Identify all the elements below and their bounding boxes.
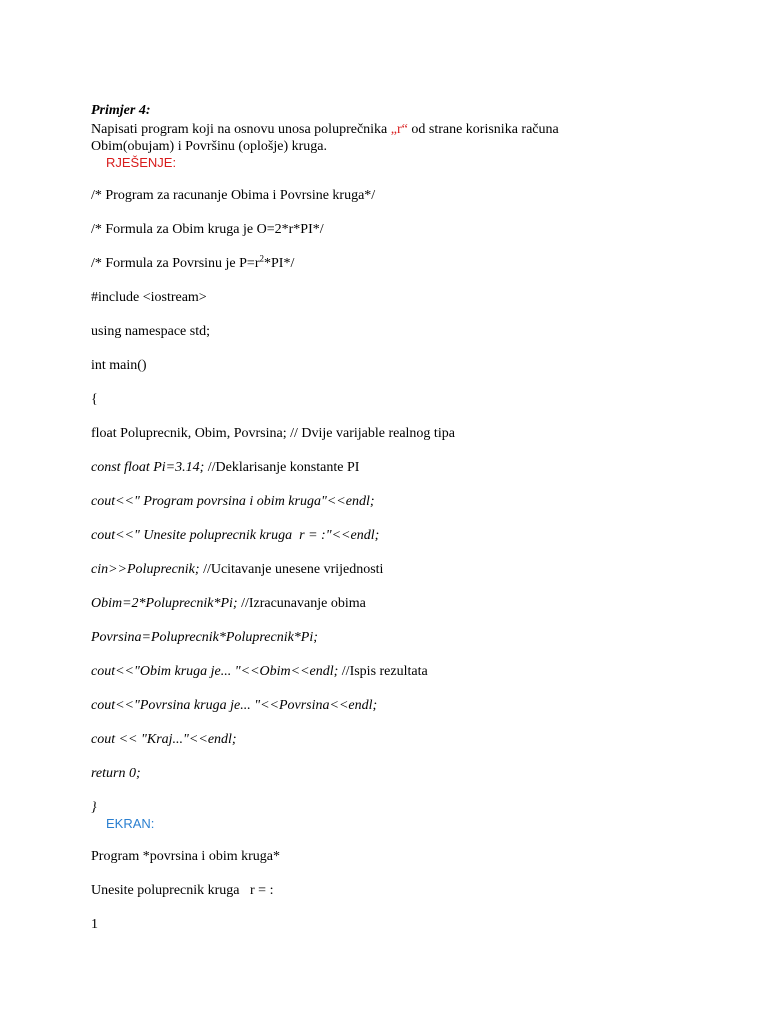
superscript-2: 2: [259, 253, 264, 264]
code-const: [91, 459, 359, 476]
screen-heading: EKRAN:: [106, 816, 155, 831]
task-text-b: od strane korisnika računa: [407, 122, 559, 137]
code-cout-povrsina: cout<<"Povrsina kruga je... "<<Povrsina<<endl;: [91, 698, 378, 713]
code-comment-3-end: *PI*/: [264, 256, 295, 271]
code-cout-obim-comment: //Ispis rezultata: [338, 664, 428, 679]
screen-output-line-1: Program *povrsina i obim kruga*: [91, 849, 280, 864]
task-line-2: Obim(obujam) i Površinu (oplošje) kruga.: [91, 139, 328, 154]
code-povrsina-calc: Povrsina=Poluprecnik*Poluprecnik*Pi;: [91, 630, 318, 645]
code-close-brace: }: [91, 800, 97, 815]
code-comment-2: /* Formula za Obim kruga je O=2*r*PI*/: [91, 222, 324, 237]
code-comment-3: [91, 255, 294, 272]
code-cin-comment: //Ucitavanje unesene vrijednosti: [199, 562, 384, 577]
code-include: #include <iostream>: [91, 290, 207, 305]
code-cin-text: cin>>Poluprecnik;: [91, 562, 200, 577]
code-comment-1: /* Program za racunanje Obima i Povrsine kruga*/: [91, 188, 376, 203]
screen-output-line-2: Unesite poluprecnik kruga r = :: [91, 883, 274, 898]
task-line-1: [91, 121, 559, 138]
example-title: Primjer 4:: [91, 103, 151, 118]
solution-heading: RJEŠENJE:: [106, 155, 177, 170]
code-comment-3-text: /* Formula za Povrsinu je P=r: [91, 256, 260, 271]
code-declaration-text: float Poluprecnik, Obim, Povrsina;: [91, 426, 291, 441]
code-cout-1: cout<<" Program povrsina i obim kruga"<<endl;: [91, 494, 375, 509]
code-cout-obim: [91, 663, 428, 680]
code-obim-text: Obim=2*Poluprecnik*Pi;: [91, 596, 238, 611]
code-using: using namespace std;: [91, 324, 210, 339]
code-open-brace: {: [91, 392, 98, 407]
code-cout-2: cout<<" Unesite poluprecnik kruga r = :"<<endl;: [91, 528, 380, 543]
code-cin: [91, 561, 383, 578]
code-declaration-comment: // Dvije varijable realnog tipa: [290, 426, 455, 441]
code-obim: [91, 595, 366, 612]
code-const-text: const float Pi=3.14;: [91, 460, 205, 475]
code-obim-comment: //Izracunavanje obima: [237, 596, 366, 611]
task-text-a: Napisati program koji na osnovu unosa poluprečnika: [91, 122, 391, 137]
screen-output-line-3: 1: [91, 917, 98, 932]
code-cout-obim-text: cout<<"Obim kruga je... "<<Obim<<endl;: [91, 664, 339, 679]
task-variable-r: „r“: [390, 122, 408, 137]
code-cout-kraj: cout << "Kraj..."<<endl;: [91, 732, 237, 747]
code-main: int main(): [91, 358, 147, 373]
code-const-comment: //Deklarisanje konstante PI: [204, 460, 360, 475]
code-return: return 0;: [91, 766, 141, 781]
code-declaration: [91, 425, 455, 442]
